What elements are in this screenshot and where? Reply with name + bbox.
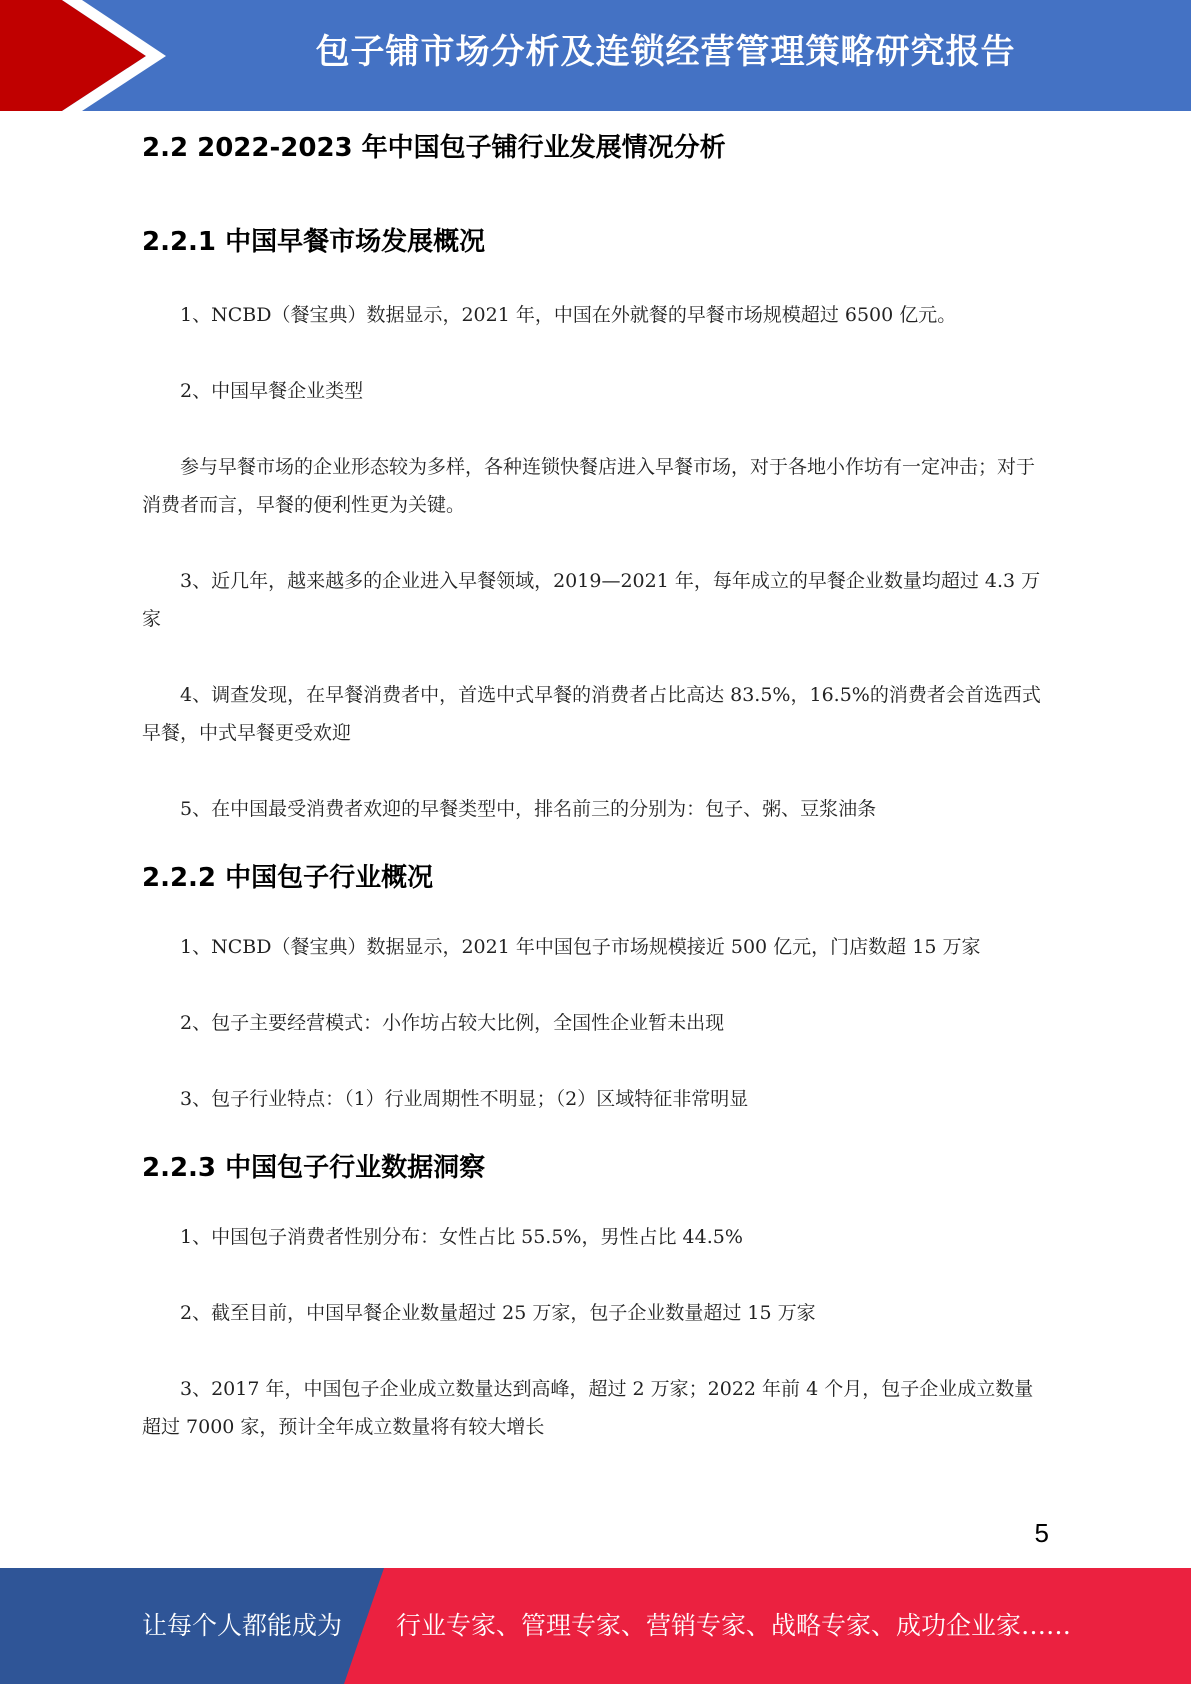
paragraph: 1、中国包子消费者性别分布：女性占比 55.5%，男性占比 44.5%: [180, 1226, 743, 1248]
paragraph: 1、NCBD（餐宝典）数据显示，2021 年中国包子市场规模接近 500 亿元，门店数超 15 万家: [180, 936, 981, 958]
page-footer: [0, 1568, 1191, 1684]
paragraph: 1、NCBD（餐宝典）数据显示，2021 年，中国在外就餐的早餐市场规模超过 6500 亿元。: [180, 304, 957, 326]
paragraph: 3、2017 年，中国包子企业成立数量达到高峰，超过 2 万家；2022 年前 4 个月，包子企业成立数量超过 7000 家，预计全年成立数量将有较大增长: [142, 1378, 1034, 1438]
subsection-heading: 2.2.3 中国包子行业数据洞察: [142, 1153, 486, 1183]
subsection-heading: 2.2.2 中国包子行业概况: [142, 863, 434, 893]
paragraph: 2、中国早餐企业类型: [180, 380, 364, 402]
footer-slogan-right: 行业专家、管理专家、营销专家、战略专家、成功企业家……: [396, 1611, 1072, 1640]
paragraph: 2、包子主要经营模式：小作坊占较大比例，全国性企业暂未出现: [180, 1012, 725, 1034]
paragraph: 3、近几年，越来越多的企业进入早餐领域，2019—2021 年，每年成立的早餐企业数量均超过 4.3 万家: [142, 570, 1041, 630]
page-number: 5: [1034, 1518, 1049, 1548]
paragraph: 4、调查发现，在早餐消费者中，首选中式早餐的消费者占比高达 83.5%，16.5%的消费者会首选西式早餐，中式早餐更受欢迎: [142, 684, 1041, 744]
paragraph: 参与早餐市场的企业形态较为多样，各种连锁快餐店进入早餐市场，对于各地小作坊有一定冲击；对于消费者而言，早餐的便利性更为关键。: [142, 456, 1036, 516]
document-body: [142, 120, 1047, 1446]
section-heading: 2.2 2022-2023 年中国包子铺行业发展情况分析: [142, 133, 726, 163]
subsection-heading: 2.2.1 中国早餐市场发展概况: [142, 227, 486, 257]
footer-slogan-left: 让每个人都能成为: [142, 1611, 343, 1640]
paragraph: 2、截至目前，中国早餐企业数量超过 25 万家，包子企业数量超过 15 万家: [180, 1302, 816, 1324]
paragraph: 5、在中国最受消费者欢迎的早餐类型中，排名前三的分别为：包子、粥、豆浆油条: [180, 798, 877, 820]
paragraph: 3、包子行业特点：（1）行业周期性不明显；（2）区域特征非常明显: [180, 1088, 749, 1110]
report-title: 包子铺市场分析及连锁经营管理策略研究报告: [315, 32, 1016, 72]
page-header: [0, 0, 1191, 111]
